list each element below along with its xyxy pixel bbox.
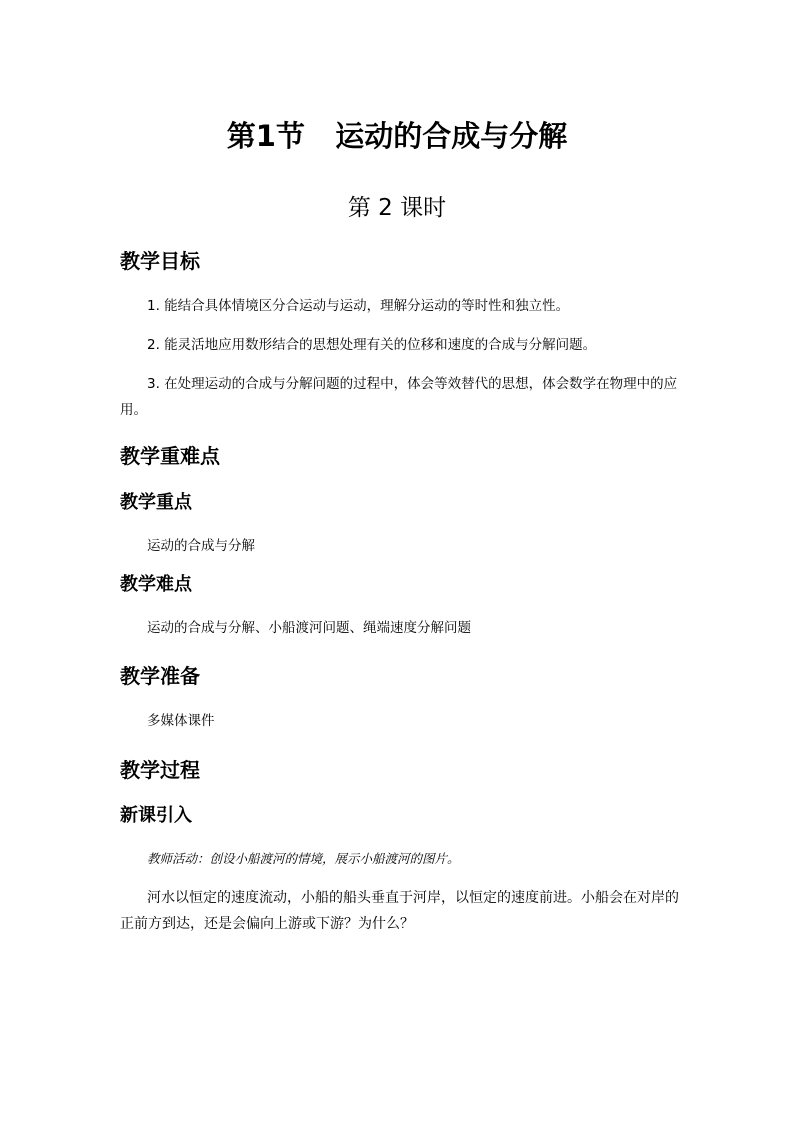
- focus-heading: 教学重点: [120, 492, 192, 513]
- key-points-heading: 教学重难点: [120, 444, 220, 468]
- preparation-text: 多媒体课件: [147, 713, 215, 729]
- difficulty-heading: 教学难点: [120, 574, 192, 595]
- lesson-subtitle: 第 2 课时: [347, 195, 447, 221]
- objective-item-2: 2. 能灵活地应用数形结合的思想处理有关的位移和速度的合成与分解问题。: [147, 337, 597, 353]
- objectives-heading: 教学目标: [120, 249, 200, 273]
- process-heading: 教学过程: [120, 758, 200, 782]
- objective-item-3: 3. 在处理运动的合成与分解问题的过程中，体会等效替代的思想，体会数学在物理中的应用。: [120, 376, 678, 418]
- intro-heading: 新课引入: [120, 805, 192, 826]
- intro-question-text: 河水以恒定的速度流动，小船的船头垂直于河岸，以恒定的速度前进。小船会在对岸的正前方到达，还是会偏向上游或下游？为什么？: [120, 890, 679, 932]
- teacher-activity-text: 教师活动：创设小船渡河的情境，展示小船渡河的图片。: [147, 851, 460, 866]
- objective-item-1: 1. 能结合具体情境区分合运动与运动，理解分运动的等时性和独立性。: [147, 298, 570, 314]
- difficulty-text: 运动的合成与分解、小船渡河问题、绳端速度分解问题: [147, 620, 471, 636]
- page-title: 第1节 运动的合成与分解: [226, 119, 568, 153]
- preparation-heading: 教学准备: [120, 664, 200, 688]
- focus-text: 运动的合成与分解: [147, 538, 255, 554]
